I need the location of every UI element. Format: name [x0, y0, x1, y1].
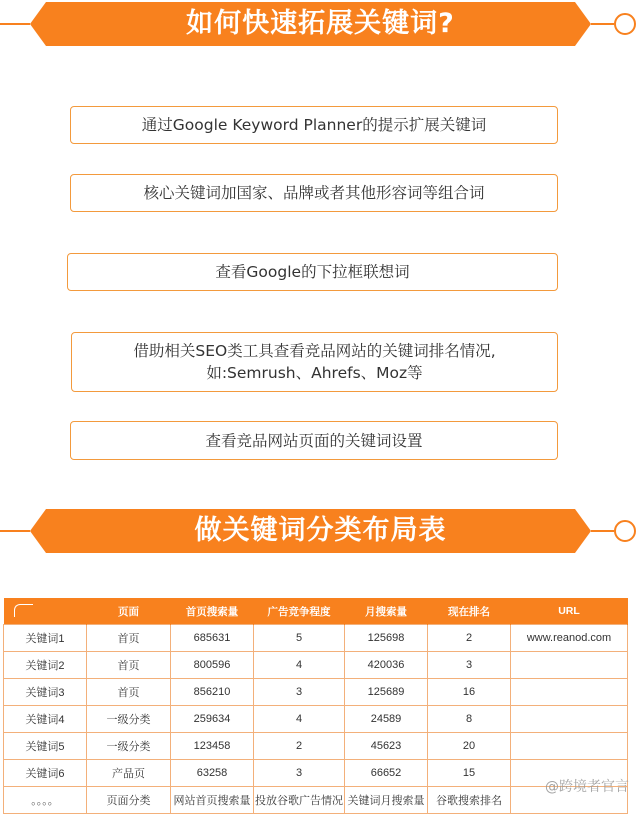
- table-cell: 800596: [171, 652, 254, 679]
- table-cell: 2: [254, 733, 345, 760]
- table-cell: 4: [254, 652, 345, 679]
- tip-text-line-1: 借助相关SEO类工具查看竞品网站的关键词排名情况,: [133, 342, 496, 360]
- table-cell: 2: [428, 625, 511, 652]
- banner-keyword-layout-table: [0, 507, 641, 555]
- watermark: @跨境者官言: [545, 779, 629, 795]
- tip-text: 通过Google Keyword Planner的提示扩展关键词: [141, 116, 487, 134]
- table-cell: 16: [428, 679, 511, 706]
- table-cell: 谷歌搜索排名: [428, 787, 511, 814]
- table-cell: 投放谷歌广告情况: [254, 787, 345, 814]
- header-cell: URL: [511, 598, 628, 625]
- table-row: [4, 706, 628, 733]
- tip-text: 查看竞品网站页面的关键词设置: [205, 431, 423, 450]
- table-cell: 网站首页搜索量: [171, 787, 254, 814]
- header-cell: 首页搜索量: [171, 598, 254, 625]
- table-cell: 页面分类: [87, 787, 171, 814]
- table-cell: 3: [254, 679, 345, 706]
- table-cell: 125698: [345, 625, 428, 652]
- table-cell: 3: [254, 760, 345, 787]
- table-cell: 关键词6: [4, 760, 87, 787]
- table-cell: 259634: [171, 706, 254, 733]
- table-cell: 首页: [87, 625, 171, 652]
- banner-title: 如何快速拓展关键词?: [186, 8, 455, 39]
- table-cell: 关键词月搜索量: [345, 787, 428, 814]
- table-cell: 123458: [171, 733, 254, 760]
- table-cell: 24589: [345, 706, 428, 733]
- table-cell: 15: [428, 760, 511, 787]
- tip-combination-words: [70, 174, 558, 212]
- table-cell: [511, 706, 628, 733]
- table-row: [4, 733, 628, 760]
- table-cell-url: www.reanod.com: [511, 625, 628, 652]
- table-cell: 产品页: [87, 760, 171, 787]
- table-row: [4, 625, 628, 652]
- table-cell: 一级分类: [87, 706, 171, 733]
- table-cell: 45623: [345, 733, 428, 760]
- table-cell: 关键词3: [4, 679, 87, 706]
- table-cell: 关键词5: [4, 733, 87, 760]
- tip-competitor-keywords: [70, 421, 558, 460]
- table-cell: 关键词4: [4, 706, 87, 733]
- table-cell: [511, 679, 628, 706]
- table-cell: 20: [428, 733, 511, 760]
- table-cell: 420036: [345, 652, 428, 679]
- table-cell: 8: [428, 706, 511, 733]
- table-row: [4, 652, 628, 679]
- table-header-row: [4, 598, 628, 625]
- table-cell: 5: [254, 625, 345, 652]
- tip-keyword-planner: [70, 106, 558, 144]
- table-row: [4, 787, 628, 814]
- tip-text: 查看Google的下拉框联想词: [215, 263, 410, 281]
- table-cell: 关键词1: [4, 625, 87, 652]
- table-cell: 856210: [171, 679, 254, 706]
- header-cell: 月搜索量: [345, 598, 428, 625]
- table-cell: 。。。。: [4, 787, 87, 814]
- table-cell: 4: [254, 706, 345, 733]
- table-row: [4, 760, 628, 787]
- table-cell: 63258: [171, 760, 254, 787]
- keyword-layout-table: [3, 598, 628, 814]
- table-cell: 125689: [345, 679, 428, 706]
- tip-seo-tools: [71, 332, 558, 392]
- banner-how-to-expand-keywords: [0, 0, 641, 48]
- table-cell: 关键词2: [4, 652, 87, 679]
- table-cell: 一级分类: [87, 733, 171, 760]
- tip-google-suggest: [67, 253, 558, 291]
- tip-text: 核心关键词加国家、品牌或者其他形容词等组合词: [143, 184, 485, 202]
- header-cell: 广告竞争程度: [254, 598, 345, 625]
- tip-text-line-2: 如:Semrush、Ahrefs、Moz等: [206, 364, 423, 382]
- table-cell: 3: [428, 652, 511, 679]
- table-cell: 首页: [87, 652, 171, 679]
- table-corner-decoration: [14, 604, 33, 617]
- table-cell: 685631: [171, 625, 254, 652]
- table-cell: [511, 652, 628, 679]
- table-row: [4, 679, 628, 706]
- table-cell: 66652: [345, 760, 428, 787]
- banner-title: 做关键词分类布局表: [194, 515, 447, 546]
- table-cell: [511, 733, 628, 760]
- header-cell: 页面: [87, 598, 171, 625]
- table-cell: 首页: [87, 679, 171, 706]
- header-cell: 现在排名: [428, 598, 511, 625]
